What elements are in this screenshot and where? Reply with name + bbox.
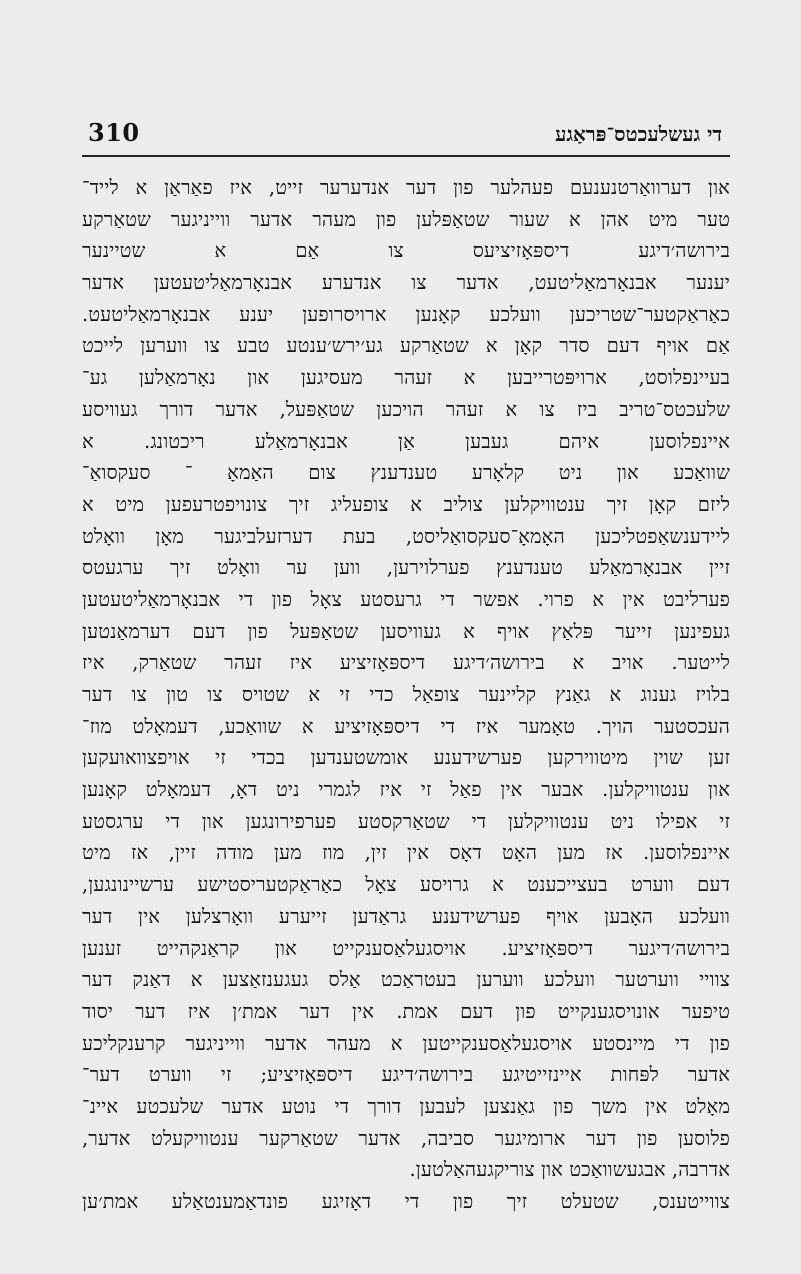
text-line: צוויי ווערטער וועלכע ווערען בעטראַכט אַלס געגענזאַצען א דאַנק דער (82, 968, 730, 992)
text-line: אַם אויף דעם סדר קאָן א שטאַרקע גע׳ירש׳ענטע טבע צו ווערען לייכט (82, 334, 730, 358)
text-line: כאַראַקטער־שטריכען וועלכע קאָנען ארויסרופען יענע אבנאָרמאַליטעט. (82, 302, 730, 326)
text-line: איינפלוסען. אז מען האָט דאָס אין זין, מוז מען מודה זיין, אז מיט (82, 841, 730, 865)
header-rule (82, 155, 730, 157)
text-line: שוואַכע און ניט קלאָרע טענדענץ צום האַמאָ ־ סעקסואַ־ (82, 461, 730, 485)
body-paragraph (82, 172, 730, 1218)
text-line: טיפער אונויסגענקייט פון דעם אמת. אין דער אמת׳ן איז דער יסוד (82, 999, 730, 1023)
text-line: בעיינפלוסט, ארויפּטרייבען א זעהר מעסיגען און נאָרמאַלען גע־ (82, 366, 730, 390)
text-line: און ענטוויקלען. אבער אין פאַל זי איז לגמרי ניט דאָ, דעמאָלט קאָנען (82, 778, 730, 802)
text-line: פערליבט אין א פרוי. אפשר די גרעסטע צאָל פון די אבנאָרמאַליטעטען (82, 587, 730, 611)
text-line: און דערוואַרטנענעם פעהלער פון דער אנדערער זייט, איז פאַראַן א לייד־ (82, 176, 730, 199)
text-line: בירושה׳דיגער דיספּאָזיציע. אויסגעלאַסענקייט און קראַנקהייט זענען (82, 936, 730, 960)
page-header (82, 118, 730, 154)
text-line: זיין אבנאָרמאַלע טענדענץ פערלוירען, ווען ער וואָלט זיך ערגעטס (82, 556, 730, 580)
text-line: בלויז גענוג א גאַנץ קליינער צופאַל כדי זי א שטויס צו טון צו דער (82, 683, 730, 706)
text-line: מאָלט אין משך פון גאַנצען לעבען דורך די נוטע אדער שלעכטע איינ־ (82, 1094, 730, 1118)
text-line: געפינען זייער פּלאַץ אויף א געוויסען שטאַפּעל פון דעם דערמאַנטען (82, 619, 730, 643)
text-line: ליזם קאָן זיך ענטוויקלען צוליב א צופעליג זיך צונויפטרעפען מיט א (82, 492, 730, 516)
text-line: פלוסען פון דער ארומיגער סביבה, אדער שטאַרקער ענטוויקעלט אדער, (82, 1126, 730, 1150)
text-line: אדער לפּחות איינזייטיגע בירושה׳דיגע דיספּאָזיציע; זי ווערט דער־ (82, 1063, 730, 1087)
text-line: איינפלוסען איהם געבען אַן אבנאָרמאַלע ריכטונג. א (82, 429, 730, 453)
text-line: שלעכטס־טריב ביז צו א זעהר הויכען שטאַפּעל, אדער דורך געוויסע (82, 397, 730, 421)
text-line: פון די מיינסטע אויסגעלאַסענקייטען א מעהר אדער ווייניגער קרענקליכע (82, 1031, 730, 1055)
text-line: יענער אבנאָרמאַליטעט, אדער צו אנדערע אבנאָרמאַליטעטען אדער (82, 271, 730, 295)
text-line: בירושה׳דיגע דיספּאָזיציעס צו אַם א שטיינער (82, 239, 730, 263)
text-line: זען שוין מיטווירקען פערשידענע אומשטענדען בכדי זי אויפצוואועקען (82, 746, 730, 770)
text-line: זי אפילו ניט ענטוויקלען די שטאַרקסטע פערפירונגען און די ערגסטע (82, 809, 730, 833)
text-line: וועלכע האָבען אויף פערשידענע גראַדען זייערע וואָרצלען אין דער (82, 904, 730, 928)
running-head-title: די געשלעכטס־פּראַגע (555, 122, 722, 146)
text-line-paragraph-end: אדרבה, אבגעשוואַכט און צוריקגעהאַלטען. (409, 1158, 730, 1182)
page-number: 310 (88, 118, 140, 147)
text-line: לייטער. אויב א בירושה׳דיגע דיספּאָזיציע איז זעהר שטאַרק, איז (82, 651, 730, 675)
text-line: טער מיט אהן א שעור שטאַפּלען פון מעהר אדער ווייניגער שטאַרקע (82, 207, 730, 231)
text-line: צווייטענס, שטעלט זיך פון די דאָזיגע פונדאַמענטאַלע אמת׳ען (82, 1190, 730, 1213)
text-line: דעם ווערט בעצייכענט א גרויסע צאָל כאַראַקטעריסטישע ערשיינונגען, (82, 873, 730, 897)
text-line: העכסטער הויך. טאָמער איז די דיספּאָזיציע א שוואַכע, דעמאָלט מוז־ (82, 714, 730, 738)
text-line: ליידענשאַפטליכען האָמאָ־סעקסואַליסט, בעת דערזעלביגער מאָן וואָלט (82, 524, 730, 548)
